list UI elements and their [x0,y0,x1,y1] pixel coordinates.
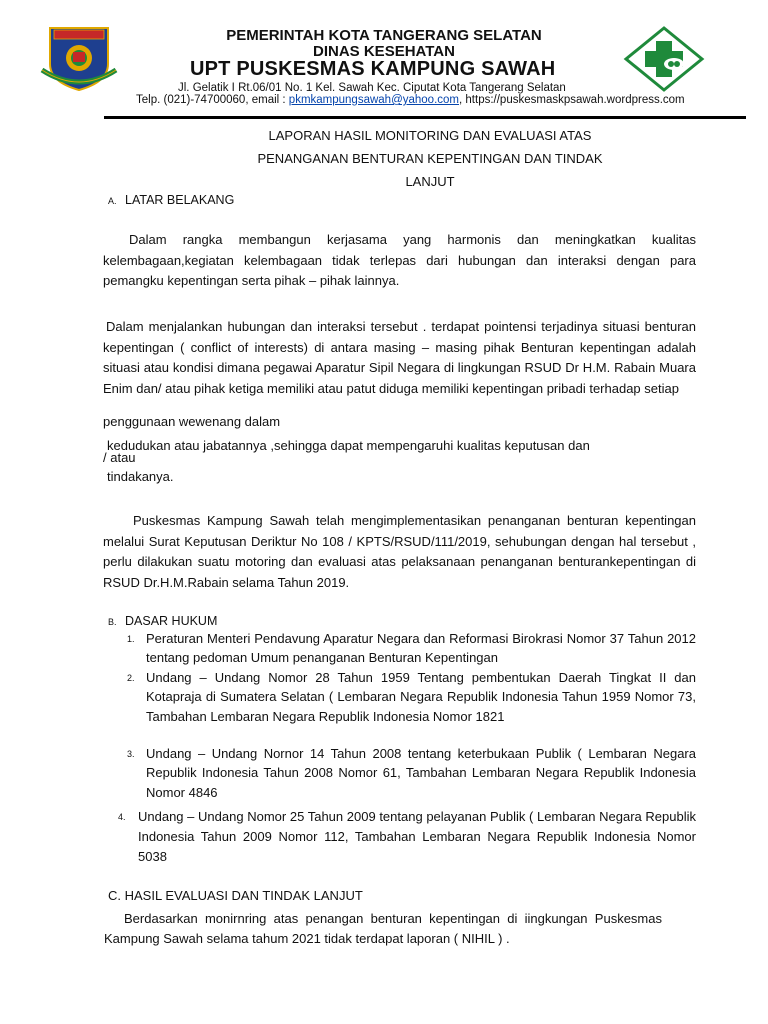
paragraph-a2-line2: kedudukan atau jabatannya ,sehingga dapat mempengaruhi kualitas keputusan dan [107,438,590,453]
paragraph-a2-tail: penggunaan wewenang dalam [103,414,281,429]
list-item-4: Undang – Undang Nomor 25 Tahun 2009 tentang pelayanan Publik ( Lembaran Negara Republik Indonesia Tahun 2009 Nomor 112, Tambahan Lembaran Negara Republik Indonesia Nomor 5038 [138,809,696,864]
list-item-2: Undang – Undang Nomor 28 Tahun 1959 Tentang pembentukan Daerah Tingkat II dan Kotapraja di Sumatera Selatan ( Lembaran Negara Republik Indonesia Tahun 1959 Nomor 73, Tambahan Lembaran Negara Republik Indonesia Nomor 1821 [146,670,696,724]
section-b-letter: B. [108,617,117,627]
list-number-2: 2. [127,673,135,683]
agency-name: DINAS KESEHATAN [313,43,455,60]
list-item-1: Peraturan Menteri Pendavung Aparatur Negara dan Reformasi Birokrasi Nomor 37 Tahun 2012 tentang pedoman Umum penanganan Benturan Kepentingan [146,631,696,666]
list-item-3: Undang – Undang Nornor 14 Tahun 2008 tentang keterbukaan Publik ( Lembaran Negara Republik Indonesia Tahun 2008 Nomor 61, Tambahan Lembaran Negara Republik Indonesia Nomor 4846 [146,746,696,800]
list-number-4: 4. [118,812,126,822]
header-divider [104,116,746,119]
puskesmas-logo [622,26,706,92]
govt-name: PEMERINTAH KOTA TANGERANG SELATAN [226,27,542,44]
section-a-title: LATAR BELAKANG [125,193,235,207]
section-b-title: DASAR HUKUM [125,614,218,628]
section-a-letter: A. [108,196,117,206]
contact-line [136,94,685,106]
address: Jl. Gelatik I Rt.06/01 No. 1 Kel. Sawah Kec. Ciputat Kota Tangerang Selatan [178,82,566,94]
title-line-3: LANJUT [405,174,455,189]
section-b-heading [108,614,217,628]
paragraph-a1: Dalam rangka membangun kerjasama yang harmonis dan meningkatkan kualitas kelembagaan,kegiatan kelembagaan tidak terlepas dari hubungan dan interaksi dengan para pemangku kepentingan serta pihak – pihak lainnya. [103,232,696,288]
paragraph-a2-line4: tindakanya. [107,469,174,484]
paragraph-a2-line3: / atau [103,450,136,465]
website-text: https://puskesmaskpsawah.wordpress.com [465,94,685,106]
list-number-3: 3. [127,749,135,759]
title-line-2: PENANGANAN BENTURAN KEPENTINGAN DAN TINDAK [257,151,603,166]
email-link[interactable]: pkmkampungsawah@yahoo.com [288,94,460,106]
paragraph-a2: Dalam menjalankan hubungan dan interaksi tersebut . terdapat pointensi terjadinya situasi benturan kepentingan ( conflict of interests) di antara masing – masing pihak Benturan kepentingan adalah situasi atau kondisi dimana pegawai Aparatur Sipil Negara di lingkungan RSUD Dr H.M. Rabain Muara Enim dan/ atau pihak ketiga memiliki atau patut diduga memiliki kepentingan pribadi terhadap setiap [103,319,696,396]
paragraph-a3: Puskesmas Kampung Sawah telah mengimplementasikan penanganan benturan kepentingan melalui Surat Keputusan Deriktur No 108 / KPTS/RSUD/111/2019, sehubungan dengan hal tersebut , perlu dilakukan suatu motoring dan evaluasi atas pelaksanaan penanganan benturankepentingan di RSUD Dr.H.M.Rabain selama Tahun 2019. [103,513,696,590]
document-title [120,124,740,193]
unit-name: UPT PUSKESMAS KAMPUNG SAWAH [190,58,556,80]
list-number-1: 1. [127,634,135,644]
section-a-heading [108,193,234,207]
section-c-heading: C. HASIL EVALUASI DAN TINDAK LANJUT [108,888,363,903]
telp-text: Telp. (021)-74700060, email : [136,94,289,106]
paragraph-c1: Berdasarkan monirnring atas penangan benturan kepentingan di iingkungan Puskesmas Kampung Sawah selama tahum 2021 tidak terdapat laporan ( NIHIL ) . [104,911,662,946]
title-line-1: LAPORAN HASIL MONITORING DAN EVALUASI ATAS [268,128,592,143]
telp-separator: , [459,94,466,106]
